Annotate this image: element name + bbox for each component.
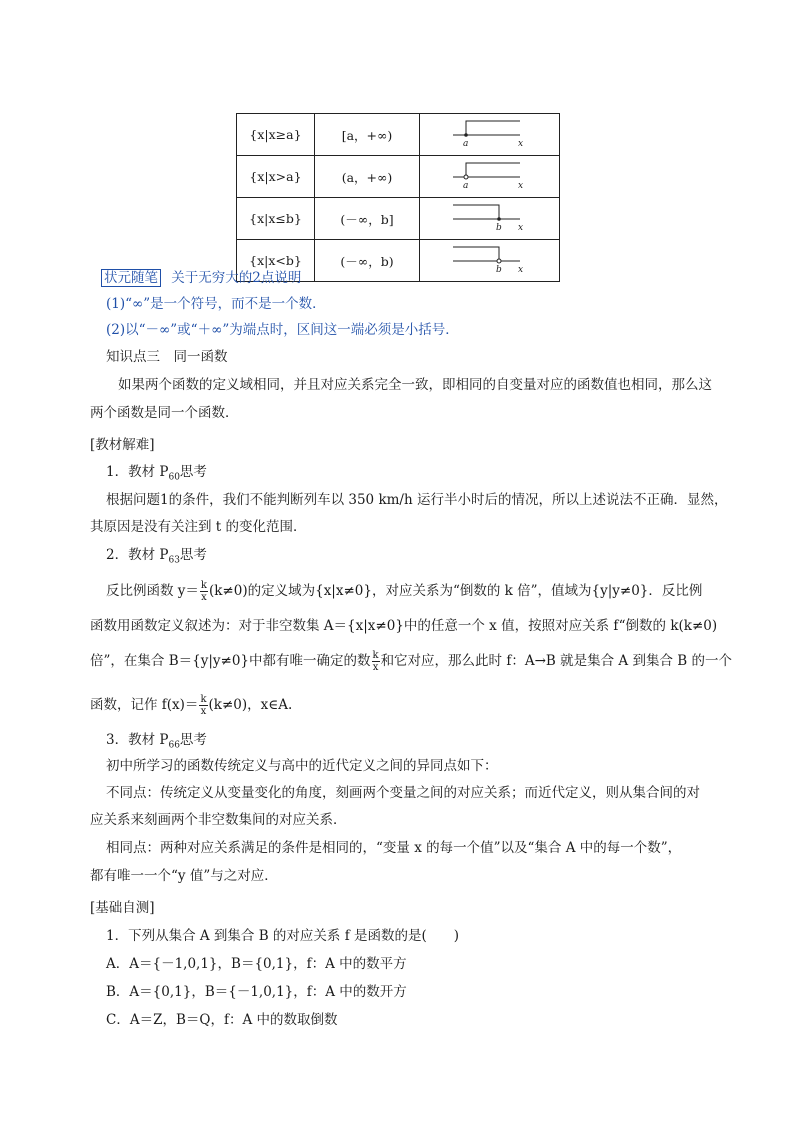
set-cell: {x|x≥a} xyxy=(237,114,315,156)
number-line-cell xyxy=(420,114,560,156)
endpoint-label: a xyxy=(463,139,469,149)
number-line-cell xyxy=(420,240,560,282)
section-heading: [教材解难] xyxy=(90,437,155,453)
option-b: B．A＝{0,1}，B＝{－1,0,1}，f：A 中的数开方 xyxy=(106,984,407,1000)
interval-cell: (－∞，b] xyxy=(315,198,420,240)
axis-label: x xyxy=(518,223,524,233)
fraction: $\frac{k}{x}$ xyxy=(200,694,207,717)
number-line-cell xyxy=(420,198,560,240)
paragraph-line: 都有唯一一个“y 值”与之对应． xyxy=(90,868,278,884)
set-cell: {x|x<b} xyxy=(237,240,315,282)
interval-cell: (－∞，b) xyxy=(315,240,420,282)
table-row xyxy=(237,156,560,198)
axis-label: x xyxy=(518,139,524,149)
interval-cell: [a，+∞) xyxy=(315,114,420,156)
paragraph-line: 根据问题1的条件，我们不能判断列车以 350 km/h 运行半小时后的情况，所以上述说法不正确．显然， xyxy=(106,492,728,508)
paragraph-line: 其原因是没有关注到 t 的变化范围． xyxy=(90,519,307,535)
number-line-ray-closed-left xyxy=(420,198,559,236)
table-row xyxy=(237,198,560,240)
endpoint-label: a xyxy=(463,181,469,191)
number-line-ray-closed-right xyxy=(420,114,559,152)
paragraph-line: 倍”，在集合 B＝{y|y≠0}中都有唯一确定的数 $\frac{k}{x}$ 和它对应，那么此时 f：A→B 就是集合 A 到集合 B 的一个 xyxy=(90,650,732,673)
set-cell: {x|x≤b} xyxy=(237,198,315,240)
number-line-ray-open-left xyxy=(420,240,559,278)
question: 1．下列从集合 A 到集合 B 的对应关系 f 是函数的是( ) xyxy=(106,928,460,944)
set-cell: {x|x>a} xyxy=(237,156,315,198)
paragraph-line: 相同点：两种对应关系满足的条件是相同的，“变量 x 的每一个值”以及“集合 A 中的每一个数”， xyxy=(106,840,682,856)
axis-label: x xyxy=(518,181,524,191)
option-c: C．A＝Z，B＝Q，f：A 中的数取倒数 xyxy=(106,1012,338,1028)
number-line-ray-open-right xyxy=(420,156,559,194)
note-item: (1)“∞”是一个符号，而不是一个数． xyxy=(106,296,326,312)
interval-cell: (a，+∞) xyxy=(315,156,420,198)
section-heading: [基础自测] xyxy=(90,900,155,916)
endpoint-label: b xyxy=(496,265,502,275)
option-a: A．A＝{－1,0,1}，B＝{0,1}，f：A 中的数平方 xyxy=(106,956,407,972)
table-row xyxy=(237,114,560,156)
paragraph-line: 初中所学习的函数传统定义与高中的近代定义之间的异同点如下： xyxy=(106,758,498,774)
paragraph-line: 两个函数是同一个函数． xyxy=(90,405,239,421)
paragraph-line: 反比例函数 y＝ $\frac{k}{x}$ (k≠0)的定义域为{x|x≠0}，对应关系为“倒数的 k 倍”，值域为{y|y≠0}．反比例 xyxy=(106,580,703,603)
note-heading: 关于无穷大的2点说明 xyxy=(171,270,302,286)
note-item: (2)以“－∞”或“＋∞”为端点时，区间这一端必须是小括号． xyxy=(106,322,459,338)
section-heading: 知识点三 同一函数 xyxy=(106,349,228,365)
paragraph-line: 函数，记作 f(x)＝ $\frac{k}{x}$ (k≠0)，x∈A. xyxy=(90,694,293,717)
fraction: $\frac{k}{x}$ xyxy=(372,650,379,673)
paragraph-line: 如果两个函数的定义域相同，并且对应关系完全一致，即相同的自变量对应的函数值也相同，那么这 xyxy=(118,377,712,393)
item-heading: 3．教材 $P_{66}$思考 xyxy=(106,732,207,751)
note-title xyxy=(101,268,301,288)
note-tag: 状元随笔 xyxy=(101,269,161,287)
paragraph-line: 函数用函数定义叙述为：对于非空数集 A＝{x|x≠0}中的任意一个 x 值，按照对应关系 f“倒数的 k(k≠0) xyxy=(90,618,718,634)
paragraph-line: 应关系来刻画两个非空数集间的对应关系． xyxy=(90,812,347,828)
paragraph-line: 不同点：传统定义从变量变化的角度，刻画两个变量之间的对应关系；而近代定义，则从集合间的对 xyxy=(106,785,700,801)
item-heading: 1．教材 $P_{60}$思考 xyxy=(106,464,207,483)
axis-label: x xyxy=(518,265,524,275)
interval-table xyxy=(236,113,560,282)
number-line-cell xyxy=(420,156,560,198)
fraction: $\frac{k}{x}$ xyxy=(200,580,207,603)
endpoint-label: b xyxy=(496,223,502,233)
item-heading: 2．教材 $P_{63}$思考 xyxy=(106,547,207,566)
